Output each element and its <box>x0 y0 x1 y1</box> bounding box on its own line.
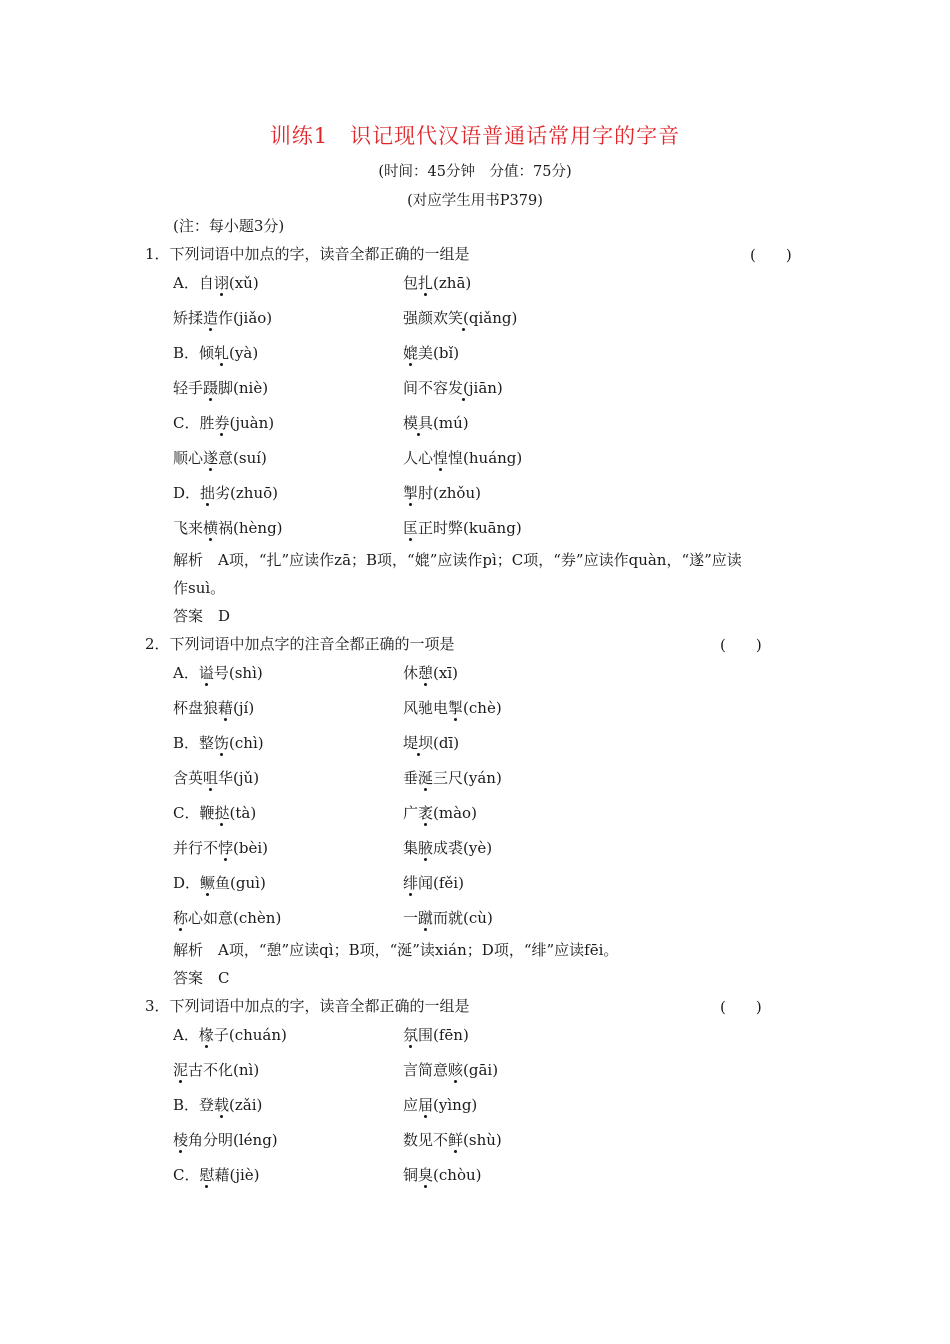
question-1-answer-blank: ( ) <box>750 246 792 264</box>
option-pinyin: 成裘(yè) <box>433 839 493 857</box>
question-2-option-left <box>173 837 268 858</box>
dotted-character: 轧 <box>214 344 230 362</box>
option-text: B．整 <box>173 734 215 752</box>
question-1-option-right <box>403 342 459 363</box>
question-2-option-left <box>173 767 259 788</box>
option-pinyin: 劣(zhuō) <box>215 484 279 502</box>
question-2-option-right <box>403 697 502 718</box>
dotted-character: 券 <box>214 414 230 432</box>
question-1-option-left <box>173 342 258 363</box>
option-text: 集 <box>403 839 419 857</box>
option-pinyin: (chì) <box>229 734 264 752</box>
option-text: 言简意 <box>403 1061 449 1079</box>
question-3-option-right <box>403 1094 477 1115</box>
option-text: 风驰电 <box>403 699 449 717</box>
option-pinyin: 肘(zhǒu) <box>418 484 481 502</box>
dotted-character: 拙 <box>200 484 216 502</box>
question-1-option-right <box>403 447 522 468</box>
dotted-character: 悖 <box>218 839 234 857</box>
option-text: 数见不 <box>403 1131 449 1149</box>
option-text: 一 <box>403 909 419 927</box>
question-1-option-row <box>0 482 950 502</box>
question-1-analysis: 解析 A项，“扎”应读作zā；B项，“媲”应读作pì；C项，“券”应读作quàn，“遂”应读 <box>173 551 742 569</box>
option-text: A． <box>173 1026 199 1044</box>
question-1-option-row <box>0 272 950 292</box>
option-pinyin: 意(suí) <box>218 449 267 467</box>
option-text: 顺心 <box>173 449 204 467</box>
question-1-option-left <box>173 447 267 468</box>
option-pinyin: (mào) <box>433 804 477 822</box>
option-text: 矫揉 <box>173 309 204 327</box>
option-pinyin: (bèi) <box>233 839 269 857</box>
question-3-option-left <box>173 1024 287 1045</box>
question-2-analysis: 解析 A项，“憩”应读qì；B项，“涎”读xián；D项，“绯”应读fēi。 <box>173 941 619 959</box>
option-pinyin: 藉(jiè) <box>214 1166 260 1184</box>
question-1-option-right <box>403 272 471 293</box>
option-text: 人心 <box>403 449 434 467</box>
option-text: 广 <box>403 804 419 822</box>
question-3-option-row <box>0 1094 950 1114</box>
option-pinyin: (qiǎng) <box>463 309 518 327</box>
option-pinyin: (zǎi) <box>229 1096 263 1114</box>
question-3-stem: 3．下列词语中加点的字，读音全都正确的一组是 <box>145 997 470 1015</box>
option-pinyin: (xǔ) <box>228 274 259 292</box>
dotted-character: 慰 <box>199 1166 215 1184</box>
dotted-character: 椽 <box>198 1026 214 1044</box>
dotted-character: 掣 <box>403 484 419 502</box>
option-text: 包 <box>403 274 419 292</box>
option-pinyin: 古不化(nì) <box>188 1061 260 1079</box>
question-1-option-right <box>403 517 522 538</box>
dotted-character: 赅 <box>448 1061 464 1079</box>
option-pinyin: (juàn) <box>229 414 275 432</box>
option-text: C．鞭 <box>173 804 215 822</box>
time-score-info: (时间：45分钟 分值：75分) <box>378 164 572 180</box>
dotted-character: 藉 <box>218 699 234 717</box>
question-1-option-row <box>0 342 950 362</box>
option-text: A． <box>173 664 199 682</box>
dotted-character: 涎 <box>418 769 434 787</box>
dotted-character: 届 <box>418 1096 434 1114</box>
question-2-option-row <box>0 872 950 892</box>
question-3-option-row <box>0 1024 950 1044</box>
option-pinyin: (yìng) <box>433 1096 478 1114</box>
book-reference: (对应学生用书P379) <box>407 193 543 209</box>
dotted-character: 臭 <box>418 1166 434 1184</box>
option-pinyin: (zhā) <box>433 274 472 292</box>
question-3-option-left <box>173 1094 262 1115</box>
option-text: 飞来 <box>173 519 204 537</box>
question-2-option-right <box>403 837 492 858</box>
option-pinyin: 号(shì) <box>213 664 263 682</box>
question-2-option-left <box>173 697 254 718</box>
question-1-option-left <box>173 517 283 538</box>
option-text: C． <box>173 1166 200 1184</box>
question-3-option-left <box>173 1164 260 1185</box>
option-text: 间不容发 <box>403 379 464 397</box>
question-3-option-right <box>403 1164 482 1185</box>
option-pinyin: (chòu) <box>433 1166 482 1184</box>
question-1-option-right <box>403 412 469 433</box>
question-2-option-right <box>403 767 502 788</box>
dotted-character: 称 <box>173 909 189 927</box>
option-pinyin: 脚(niè) <box>218 379 269 397</box>
question-2-option-row <box>0 662 950 682</box>
question-2-option-right <box>403 662 458 683</box>
option-pinyin: (jí) <box>233 699 255 717</box>
dotted-character: 诩 <box>213 274 229 292</box>
question-2-option-row <box>0 802 950 822</box>
option-text: 模 <box>403 414 419 432</box>
option-pinyin: 惶(huáng) <box>448 449 523 467</box>
option-text: 并行不 <box>173 839 219 857</box>
question-3-option-right <box>403 1129 502 1150</box>
question-1-stem: 1．下列词语中加点的字，读音全都正确的一组是 <box>145 245 470 263</box>
note-text: (注：每小题3分) <box>173 217 285 235</box>
question-1-option-left <box>173 482 278 503</box>
option-pinyin: (chè) <box>463 699 502 717</box>
option-text: B．倾 <box>173 344 215 362</box>
option-pinyin: 闻(fěi) <box>418 874 464 892</box>
option-text: 强颜欢笑 <box>403 309 464 327</box>
option-pinyin: (jiān) <box>463 379 503 397</box>
dotted-character: 造 <box>203 309 219 327</box>
question-1-option-right <box>403 307 517 328</box>
dotted-character: 扎 <box>418 274 434 292</box>
question-2-option-right <box>403 907 493 928</box>
dotted-character: 惶 <box>433 449 449 467</box>
dotted-character: 蹴 <box>418 909 434 927</box>
question-2-answer-blank: ( ) <box>720 636 762 654</box>
dotted-character: 匡 <box>403 519 419 537</box>
question-2-stem: 2．下列词语中加点字的注音全都正确的一项是 <box>145 635 455 653</box>
page-title: 训练1 识记现代汉语普通话常用字的字音 <box>269 124 681 148</box>
option-text: 垂 <box>403 769 419 787</box>
question-2-option-right <box>403 732 459 753</box>
dotted-character: 掣 <box>448 699 464 717</box>
question-3-option-right <box>403 1024 469 1045</box>
option-text: 轻手 <box>173 379 204 397</box>
option-text: 休 <box>403 664 419 682</box>
option-pinyin: 正时弊(kuāng) <box>418 519 522 537</box>
question-2-option-left <box>173 732 264 753</box>
option-pinyin: 三尺(yán) <box>433 769 502 787</box>
option-pinyin: 角分明(léng) <box>188 1131 278 1149</box>
dotted-character: 棱 <box>173 1131 189 1149</box>
dotted-character: 鳜 <box>200 874 216 892</box>
question-3-option-row <box>0 1164 950 1184</box>
option-text: A．自 <box>173 274 214 292</box>
question-3-answer-blank: ( ) <box>720 998 762 1016</box>
option-text: 杯盘狼 <box>173 699 219 717</box>
option-pinyin: 围(fēn) <box>418 1026 469 1044</box>
question-2-option-left <box>173 872 266 893</box>
question-2-answer: 答案 C <box>173 969 230 987</box>
question-2-option-left <box>173 802 256 823</box>
question-1-option-right <box>403 482 481 503</box>
dotted-character: 绯 <box>403 874 419 892</box>
option-pinyin: 心如意(chèn) <box>188 909 282 927</box>
question-1-option-left <box>173 307 272 328</box>
option-pinyin: (shù) <box>463 1131 502 1149</box>
question-1-option-left <box>173 412 274 433</box>
question-3-option-row <box>0 1059 950 1079</box>
question-1-option-row <box>0 307 950 327</box>
option-text: 铜 <box>403 1166 419 1184</box>
question-3-option-row <box>0 1129 950 1149</box>
option-text: 含英 <box>173 769 204 787</box>
dotted-character: 挞 <box>214 804 230 822</box>
option-pinyin: (yà) <box>229 344 259 362</box>
dotted-character: 腋 <box>418 839 434 857</box>
option-pinyin: (xī) <box>433 664 458 682</box>
question-3-option-left <box>173 1129 278 1150</box>
dotted-character: 遂 <box>203 449 219 467</box>
question-3-option-right <box>403 1059 498 1080</box>
question-2-option-right <box>403 802 477 823</box>
option-text: D． <box>173 484 201 502</box>
option-pinyin: 鱼(guì) <box>215 874 266 892</box>
question-1-option-row <box>0 447 950 467</box>
option-pinyin: 作(jiǎo) <box>218 309 273 327</box>
question-2-option-row <box>0 767 950 787</box>
dotted-character: 咀 <box>203 769 219 787</box>
question-1-analysis-cont: 作suì。 <box>173 579 226 597</box>
question-1-option-left <box>173 272 259 293</box>
question-2-option-row <box>0 837 950 857</box>
dotted-character: 谥 <box>198 664 214 682</box>
option-text: C．胜 <box>173 414 215 432</box>
dotted-character: 袤 <box>418 804 434 822</box>
option-pinyin: 而就(cù) <box>433 909 493 927</box>
question-1-answer: 答案 D <box>173 607 231 625</box>
dotted-character: 蹑 <box>203 379 219 397</box>
dotted-character: 饬 <box>214 734 230 752</box>
option-pinyin: 具(mú) <box>418 414 469 432</box>
question-2-option-right <box>403 872 464 893</box>
question-1-option-row <box>0 412 950 432</box>
option-pinyin: (gāi) <box>463 1061 499 1079</box>
dotted-character: 媲 <box>403 344 419 362</box>
option-text: 堤 <box>403 734 419 752</box>
option-pinyin: 华(jǔ) <box>218 769 260 787</box>
dotted-character: 憩 <box>418 664 434 682</box>
option-pinyin: 坝(dī) <box>418 734 460 752</box>
question-1-option-left <box>173 377 268 398</box>
question-3-option-left <box>173 1059 259 1080</box>
dotted-character: 氛 <box>403 1026 419 1044</box>
question-2-option-left <box>173 662 263 683</box>
dotted-character: 泥 <box>173 1061 189 1079</box>
question-2-option-row <box>0 732 950 752</box>
dotted-character: 载 <box>214 1096 230 1114</box>
question-2-option-left <box>173 907 281 928</box>
option-pinyin: (tà) <box>229 804 257 822</box>
option-text: D． <box>173 874 201 892</box>
option-pinyin: 子(chuán) <box>213 1026 287 1044</box>
option-text: B．登 <box>173 1096 215 1114</box>
question-1-option-right <box>403 377 503 398</box>
option-pinyin: 美(bǐ) <box>418 344 460 362</box>
question-2-option-row <box>0 907 950 927</box>
dotted-character: 横 <box>203 519 219 537</box>
question-1-option-row <box>0 517 950 537</box>
question-2-option-row <box>0 697 950 717</box>
option-text: 应 <box>403 1096 419 1114</box>
question-1-option-row <box>0 377 950 397</box>
option-pinyin: 祸(hèng) <box>218 519 283 537</box>
dotted-character: 鲜 <box>448 1131 464 1149</box>
